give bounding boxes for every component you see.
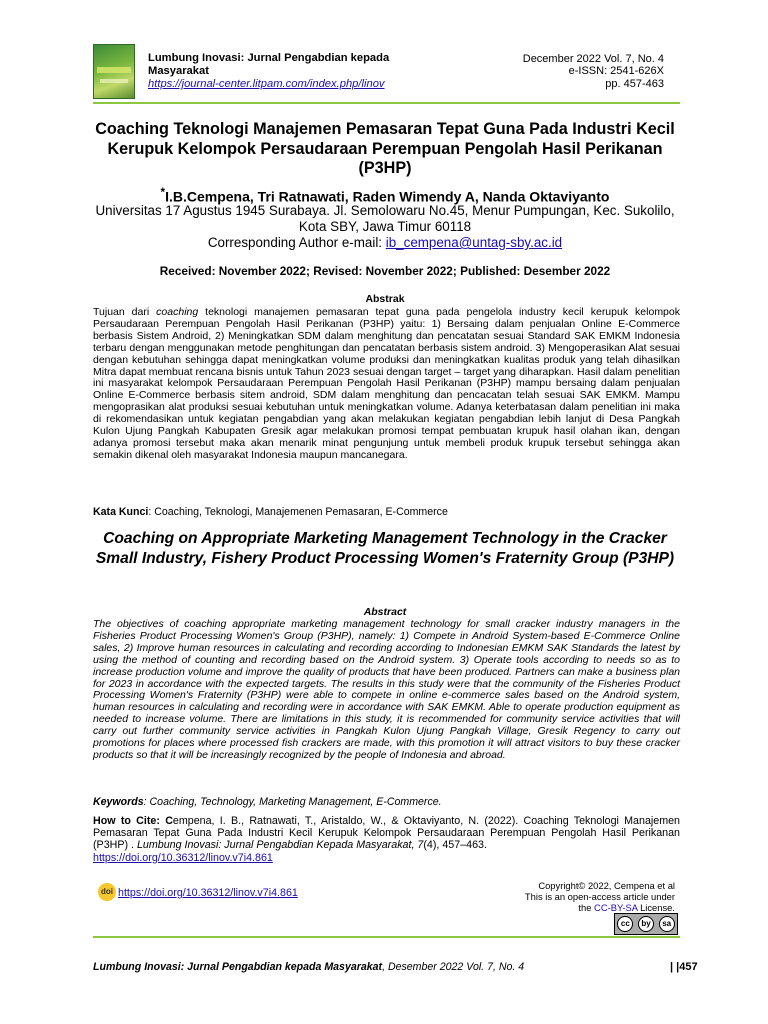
citation-issue: (4), 457–463. (423, 839, 487, 852)
abstract-body: The objectives of coaching appropriate marketing management technology for small cracker industry managers in the Fisheries Product Processing Women's Group (P3HP), namely: 1) Compete in Android System-based E-Commerce Online sales, 2) Improve human resources in calculating and recording according to Indonesian EMKM SAK Standards the latest by using the method of counting and recording based on the Android system. 3) Operate tools according to needs so as to increase production volume and improve the quality of products that have been produced. Partners can make a business plan for 2023 in accordance with the expected targets. The results in this study were that the community of the Fisheries Product Processing Women's Fraternity (P3HP) were able to compete in online e-commerce sales based on the Android system, human resources in calculating and recording were in accordance with SAK EMKM. Able to operate production equipment as needed to increase volume. There are limitations in this study, it is recommended for community service activities that will carry out further community service activities in Pangkah Kulon Ujung Pangkah Village, Gresik Regency to carry out promotions for places where processed fish crackers are made, with this promotion it will attract visitors to buy these cracker products so that it will be increasingly recognized by the people of Indonesia and abroad. (93, 618, 680, 761)
paper-title: Coaching Teknologi Manajemen Pemasaran Tepat Guna Pada Industri Kecil Kerupuk Kelompok Persaudaraan Perempuan Pengolah Hasil Perikanan (P3HP) (95, 120, 675, 177)
eissn-text: e-ISSN: 2541-626X (568, 65, 664, 78)
submission-dates: Received: November 2022; Revised: November 2022; Published: Desember 2022 (159, 264, 611, 278)
citation-text: empena, I. B., Ratnawati, T., Aristaldo, W., & Oktaviyanto, N. (2022). Coaching Teknologi Manajemen Pemasaran Tepat Guna Pada Industri Kecil Kerupuk Kelompok Persaudaraan Perempuan Pengolah Hasil Perikanan (P3HP) . (93, 815, 680, 852)
citation-doi-link[interactable]: https://doi.org/10.36312/linov.v7i4.861 (93, 851, 273, 864)
footer-issue: , Desember 2022 Vol. 7, No. 4 (382, 961, 525, 973)
keywords-text: : Coaching, Technology, Marketing Management, E-Commerce. (143, 796, 442, 808)
abstrak-text-em: coaching (156, 306, 199, 318)
corresponding-label: Corresponding Author e-mail: (207, 235, 386, 250)
kata-kunci (93, 506, 680, 518)
english-title: Coaching on Appropriate Marketing Management Technology in the Cracker Small Industry, Fishery Product Processing Women's Fraternity Group (P3HP) (95, 530, 675, 567)
affiliation-text: Universitas 17 Agustus 1945 Surabaya. Jl. Semolowaru No.45, Menur Pumpungan, Kec. Sukolilo, Kota SBY, Jawa Timur 60118 (95, 203, 675, 234)
kata-kunci-label: Kata Kunci (93, 506, 149, 518)
page-number: | |457 (670, 961, 698, 973)
journal-cover-logo (93, 44, 135, 99)
how-to-cite (93, 815, 680, 864)
footer-journal: Lumbung Inovasi: Jurnal Pengabdian kepada Masyarakat (93, 961, 383, 973)
cc-icon: cc (617, 916, 633, 932)
journal-title: Lumbung Inovasi: Jurnal Pengabdian kepada Masyarakat (148, 52, 390, 77)
doi-icon: doi (98, 883, 116, 901)
issue-text: December 2022 Vol. 7, No. 4 (522, 53, 664, 65)
journal-header (148, 52, 438, 91)
doi-line (118, 887, 298, 899)
keywords-label: Keywords (93, 796, 144, 808)
abstrak-heading: Abstrak (365, 293, 405, 305)
copyright-line: Copyright© 2022, Cempena et al (538, 880, 675, 891)
corresponding-email-link[interactable]: ib_cempena@untag-sby.ac.id (385, 235, 563, 250)
copyright-notice (435, 880, 675, 913)
doi-link[interactable]: https://doi.org/10.36312/linov.v7i4.861 (118, 887, 298, 899)
abstract-heading: Abstract (363, 606, 407, 618)
footer-rule (93, 936, 680, 938)
citation-c: C (165, 815, 173, 827)
header-rule (93, 102, 680, 104)
affiliation (95, 203, 675, 251)
abstrak-text-rest: teknologi manajemen pemasaran tepat guna pada pengelola industry kecil kerupuk kelompok Persaudaraan Perempuan Pengolah Hasil Perikanan (P3HP) yaitu: 1) Bersaing dalam penjualan Online E-Commerce berbasis Sistem Android, 2) Meningkatkan SDM dalam menghitung dan pencatatan sesuai Standard SAK EMKM Indonesia terbaru dengan menggunakan metode penghitungan dan pencatatan berbasis sistem android. 3) Mengoperasikan Alat sesuai dengan kebutuhan sehingga dapat meningkatkan volume produksi dan meningkatkan kualitas produk yang telah dihasilkan Mitra dapat membuat rencana bisnis untuk Tahun 2023 sesuai dengan target – target yang diharapkan. Hasil dalam penelitian ini masyarakat kelompok Persaudaraan Perempuan Pengolah Hasil Perikanan (P3HP) mampu bersaing dalam penjualan Online E-Commerce berbasis sitem android, SDM dalam menghitung dan pencacatan telah sesuai SAK EMKM. Mampu mengoprasikan alat produksi sesuai kebutuhan untuk meningkatkan volume. Adanya keterbatasan dalam penelitian ini maka di rekomendasikan untuk kegiatan pengabdian yang akan melakukan kegiatan pengabdian lebih lanjut di Desa Pangkah Kulon Ujung Pangkah Kabupaten Gresik agar melakukan promosi tempat pembuatan krupuk hasil olahan ikan, dengan adanya promosi tersebut maka akan menarik minat pengunjung untuk membeli produk krupuk tersebut sehingga akan semakin dikenal oleh masyarakat Indonesia maupun mancanegara. (93, 306, 680, 461)
cc-by-sa-badge[interactable] (614, 913, 678, 935)
journal-url-link[interactable]: https://journal-center.litpam.com/index.php/linov (148, 78, 385, 90)
kata-kunci-text: : Coaching, Teknologi, Manajemenen Pemasaran, E-Commerce (148, 506, 448, 518)
corresponding-mark: * (160, 186, 166, 199)
open-access-line: This is an open-access article under (524, 891, 675, 902)
license-pre: the (578, 902, 595, 913)
keywords (93, 796, 680, 808)
abstrak-body (93, 307, 680, 462)
citation-journal: Lumbung Inovasi: Jurnal Pengabdian Kepada Masyarakat, 7 (136, 839, 424, 852)
pages-text: pp. 457-463 (605, 77, 664, 90)
how-to-cite-label: How to Cite: (93, 815, 166, 827)
abstrak-text-start: Tujuan dari (93, 306, 157, 318)
license-post: License. (637, 902, 675, 913)
page-footer (93, 961, 524, 973)
by-icon: by (638, 916, 654, 932)
license-link[interactable]: CC-BY-SA (594, 902, 638, 913)
author-list (95, 186, 675, 205)
issue-info (444, 53, 664, 90)
sa-icon: sa (659, 916, 675, 932)
authors-text: I.B.Cempena, Tri Ratnawati, Raden Wimendy A, Nanda Oktaviyanto (165, 188, 610, 205)
